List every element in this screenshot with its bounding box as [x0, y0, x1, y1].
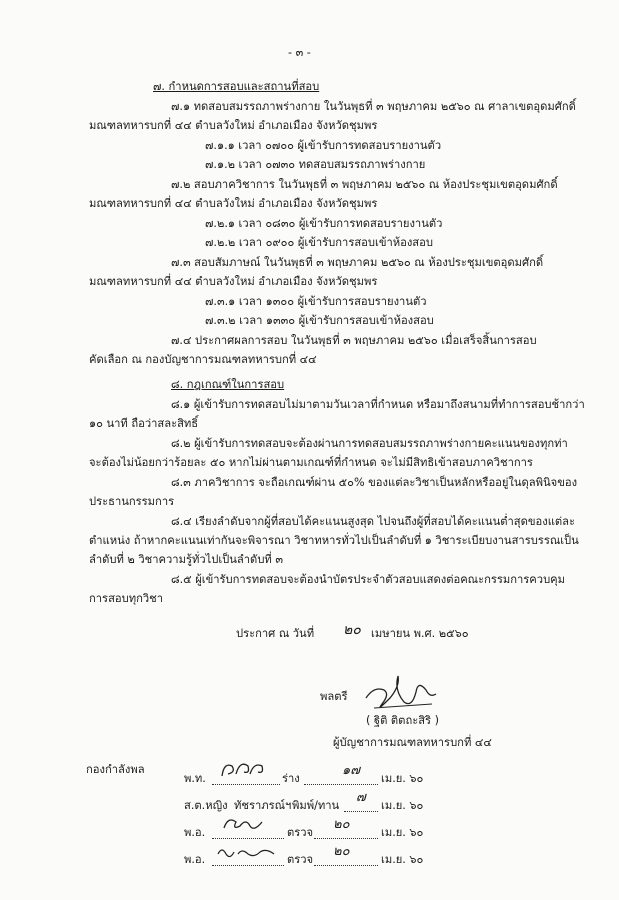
text-line: ๗.๑ ทดสอบสมรรถภาพร่างกาย ในวันพุธที่ ๓ พฤษภาคม ๒๕๖๐ ณ ศาลาเขตอุดมศักดิ์: [171, 100, 576, 113]
dotted-line: [314, 838, 378, 839]
page-number: - ๓ -: [288, 46, 311, 59]
footer-rank: พ.ท.: [184, 772, 206, 785]
footer-month: เม.ย. ๖๐: [381, 799, 424, 812]
text-line: ๘.๔ เรียงลำดับจากผู้ที่สอบได้คะแนนสูงสุด ไปจนถึงผู้ที่สอบได้คะแนนต่ำสุดของแต่ละ: [171, 515, 576, 528]
section-7-heading: ๗. กำหนดการสอบและสถานที่สอบ: [153, 80, 320, 93]
text-line: ๘.๒ ผู้เข้ารับการทดสอบจะต้องผ่านการทดสอบสมรรถภาพร่างกายคะแนนของทุกท่า: [171, 437, 568, 450]
dotted-line: [304, 784, 378, 785]
announce-prefix: ประกาศ ณ วันที่: [236, 627, 315, 640]
footer-name: ทัชราภรณ์ฯ: [234, 799, 292, 812]
footer-day: ๒๐: [333, 844, 350, 859]
text-line: ๗.๓.๑ เวลา ๑๓๐๐ ผู้เข้ารับการสอบรายงานตัว: [205, 295, 427, 308]
signatory-name: ( ฐิติ ติตถะสิริ ): [366, 714, 439, 727]
footer-day: ๗: [356, 790, 366, 805]
text-line: คัดเลือก ณ กองบัญชาการมณฑลทหารบกที่ ๔๔: [89, 353, 317, 366]
text-line: จะต้องไม่น้อยกว่าร้อยละ ๕๐ หากไม่ผ่านตามเกณฑ์ที่กำหนด จะไม่มีสิทธิเข้าสอบภาควิชาการ: [89, 456, 533, 469]
text-line: ๗.๓ สอบสัมภาษณ์ ในวันพุธที่ ๓ พฤษภาคม ๒๕๖๐ ณ ห้องประชุมเขตอุดมศักดิ์: [171, 256, 544, 269]
footer-action: ตรวจ: [287, 853, 314, 866]
footer-action: พิมพ์/ทาน: [292, 799, 340, 812]
text-line: ๑๐ นาที ถือว่าสละสิทธิ์: [89, 417, 199, 430]
dotted-line: [212, 784, 280, 785]
footer-action: ตรวจ: [287, 826, 314, 839]
footer-day: ๑๗: [342, 763, 361, 778]
text-line: การสอบทุกวิชา: [89, 592, 164, 605]
text-line: ๗.๒ สอบภาควิชาการ ในวันพุธที่ ๓ พฤษภาคม ๒๕๖๐ ณ ห้องประชุมเขตอุดมศักดิ์: [171, 178, 558, 191]
footer-rank: พ.อ.: [184, 853, 206, 866]
footer-rank: ส.ต.หญิง: [184, 799, 228, 812]
footer-rank: พ.อ.: [184, 826, 206, 839]
text-line: ๗.๑.๑ เวลา ๐๗๐๐ ผู้เข้ารับการทดสอบรายงานตัว: [205, 139, 442, 152]
signature-icon: [360, 668, 440, 718]
text-line: ๗.๒.๑ เวลา ๐๘๓๐ ผู้เข้ารับการทดสอบรายงานตัว: [205, 217, 443, 230]
dotted-line: [212, 838, 284, 839]
text-line: ๗.๓.๒ เวลา ๑๓๓๐ ผู้เข้ารับการสอบเข้าห้องสอบ: [205, 314, 434, 327]
text-line: มณฑลทหารบกที่ ๔๔ ตำบลวังใหม่ อำเภอเมือง จังหวัดชุมพร: [89, 119, 378, 132]
text-line: มณฑลทหารบกที่ ๔๔ ตำบลวังใหม่ อำเภอเมือง จังหวัดชุมพร: [89, 197, 378, 210]
text-line: ๘.๕ ผู้เข้ารับการทดสอบจะต้องนำบัตรประจำตัวสอบแสดงต่อคณะกรรมการควบคุม: [171, 573, 566, 586]
footer-action: ร่าง: [282, 772, 300, 785]
dotted-line: [344, 811, 378, 812]
text-line: ๗.๑.๒ เวลา ๐๗๓๐ ทดสอบสมรรถภาพร่างกาย: [205, 158, 426, 171]
text-line: ๗.๒.๒ เวลา ๐๙๐๐ ผู้เข้ารับการสอบเข้าห้องสอบ: [205, 236, 433, 249]
footer-month: เม.ย. ๖๐: [381, 853, 424, 866]
initials-icon: [220, 812, 266, 836]
initials-icon: [218, 756, 268, 782]
footer-month: เม.ย. ๖๐: [381, 826, 424, 839]
footer-dept: กองกำลังพล: [86, 763, 145, 776]
text-line: ๘.๓ ภาควิชาการ จะถือเกณฑ์ผ่าน ๕๐% ของแต่ละวิชาเป็นหลักหรืออยู่ในดุลพินิจของ: [171, 476, 578, 489]
dotted-line: [314, 865, 378, 866]
text-line: ๘.๑ ผู้เข้ารับการทดสอบไม่มาตามวันเวลาที่กำหนด หรือมาถึงสนามที่ทำการสอบช้ากว่า: [171, 398, 585, 411]
announce-day: ๒๐: [343, 622, 361, 638]
section-8-heading: ๘. กฎเกณฑ์ในการสอบ: [171, 378, 285, 391]
dotted-line: [212, 865, 284, 866]
signatory-position: ผู้บัญชาการมณฑลทหารบกที่ ๔๔: [333, 736, 492, 749]
initials-icon: [214, 840, 278, 864]
text-line: ประธานกรรมการ: [89, 495, 175, 508]
text-line: ลำดับที่ ๒ วิชาความรู้ทั่วไปเป็นลำดับที่ ๓: [89, 553, 283, 566]
announce-suffix: เมษายน พ.ศ. ๒๕๖๐: [371, 627, 469, 640]
text-line: ๗.๔ ประกาศผลการสอบ ในวันพุธที่ ๓ พฤษภาคม ๒๕๖๐ เมื่อเสร็จสิ้นการสอบ: [171, 334, 537, 347]
text-line: มณฑลทหารบกที่ ๔๔ ตำบลวังใหม่ อำเภอเมือง จังหวัดชุมพร: [89, 275, 378, 288]
text-line: ตำแหน่ง ถ้าหากคะแนนเท่ากันจะพิจารณา วิชาทหารทั่วไปเป็นลำดับที่ ๑ วิชาระเบียบงานสารบรรณเป็น: [89, 534, 579, 547]
signatory-rank: พลตรี: [320, 690, 348, 703]
footer-day: ๒๐: [333, 817, 350, 832]
footer-month: เม.ย. ๖๐: [381, 772, 424, 785]
